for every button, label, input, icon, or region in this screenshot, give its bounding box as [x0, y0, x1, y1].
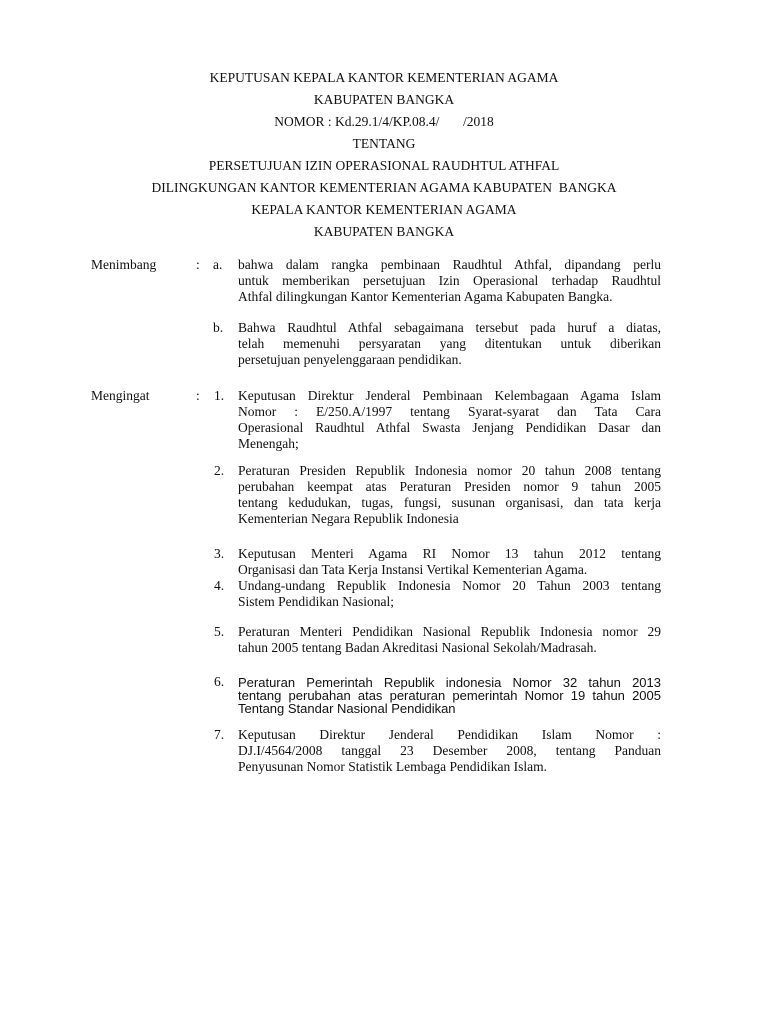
item-text-line: Penyusunan Nomor Statistik Lembaga Pendidikan Islam.: [238, 759, 547, 774]
header-line: PERSETUJUAN IZIN OPERASIONAL RAUDHTUL ATHFAL: [208, 158, 560, 173]
menimbang-label: Menimbang: [91, 257, 157, 272]
item-marker: 5.: [214, 624, 225, 639]
mengingat-item: [238, 727, 661, 775]
menimbang-item: [238, 257, 661, 305]
item-text-line: Keputusan Direktur Jenderal Pendidikan Islam Nomor :: [238, 727, 661, 742]
item-text-line: DJ.I/4564/2008 tanggal 23 Desember 2008, tentang Panduan: [238, 743, 661, 758]
item-text-line: Organisasi dan Tata Kerja Instansi Vertikal Kementerian Agama.: [238, 562, 588, 577]
item-text-line: Peraturan Menteri Pendidikan Nasional Republik Indonesia nomor 29: [238, 624, 661, 639]
item-text-line: Peraturan Pemerintah Republik indonesia Nomor 32 tahun 2013: [238, 675, 661, 690]
item-text-line: tahun 2005 tentang Badan Akreditasi Nasional Sekolah/Madrasah.: [238, 640, 597, 655]
item-text-line: perubahan keempat atas Peraturan Presiden nomor 9 tahun 2005: [238, 479, 661, 494]
mengingat-item: [238, 624, 661, 656]
mengingat-item: [238, 546, 661, 578]
item-marker: 4.: [214, 578, 225, 593]
mengingat-item: [238, 676, 661, 715]
mengingat-item: [238, 463, 661, 527]
item-marker: 1.: [214, 388, 225, 403]
item-text-line: Tentang Standar Nasional Pendidikan: [238, 701, 456, 716]
item-text-line: Sistem Pendidikan Nasional;: [238, 594, 394, 609]
header-line: DILINGKUNGAN KANTOR KEMENTERIAN AGAMA KABUPATEN BANGKA: [151, 180, 617, 195]
colon: :: [196, 257, 200, 272]
item-text-line: Undang-undang Republik Indonesia Nomor 20 Tahun 2003 tentang: [238, 578, 661, 593]
header-line: TENTANG: [352, 136, 416, 151]
item-text-line: telah memenuhi persyaratan yang ditentukan untuk diberikan: [238, 336, 661, 351]
mengingat-label: Mengingat: [91, 388, 150, 403]
item-text-line: Keputusan Direktur Jenderal Pembinaan Kelembagaan Agama Islam: [238, 388, 661, 403]
item-text-line: Keputusan Menteri Agama RI Nomor 13 tahun 2012 tentang: [238, 546, 661, 561]
item-text-line: tentang kedudukan, tugas, fungsi, susunan organisasi, dan tata kerja: [238, 495, 661, 510]
item-text-line: persetujuan penyelenggaraan pendidikan.: [238, 352, 462, 367]
item-text-line: Athfal dilingkungan Kantor Kementerian Agama Kabupaten Bangka.: [238, 289, 613, 304]
header-line: KEPALA KANTOR KEMENTERIAN AGAMA: [251, 202, 517, 217]
item-text-line: Bahwa Raudhtul Athfal sebagaimana tersebut pada huruf a diatas,: [238, 320, 661, 335]
item-marker: b.: [213, 320, 224, 335]
item-text-line: untuk memberikan persetujuan Izin Operasional terhadap Raudhtul: [238, 273, 661, 288]
item-marker: a.: [213, 257, 223, 272]
header-line: KEPUTUSAN KEPALA KANTOR KEMENTERIAN AGAMA: [209, 70, 559, 85]
header-line: KABUPATEN BANGKA: [313, 224, 455, 239]
item-text-line: bahwa dalam rangka pembinaan Raudhtul Athfal, dipandang perlu: [238, 257, 661, 272]
menimbang-item: [238, 320, 661, 368]
header-line: NOMOR : Kd.29.1/4/KP.08.4/ /2018: [274, 114, 494, 129]
item-marker: 6.: [214, 674, 225, 689]
colon: :: [196, 388, 200, 403]
item-text-line: Menengah;: [238, 436, 299, 451]
item-text-line: tentang perubahan atas peraturan pemerintah Nomor 19 tahun 2005: [238, 688, 661, 703]
item-text-line: Peraturan Presiden Republik Indonesia nomor 20 tahun 2008 tentang: [238, 463, 661, 478]
item-text-line: Kementerian Negara Republik Indonesia: [238, 511, 459, 526]
mengingat-item: [238, 578, 661, 610]
item-marker: 2.: [214, 463, 225, 478]
item-marker: 3.: [214, 546, 225, 561]
item-text-line: Operasional Raudhtul Athfal Swasta Jenjang Pendidikan Dasar dan: [238, 420, 661, 435]
header-line: KABUPATEN BANGKA: [313, 92, 455, 107]
mengingat-item: [238, 388, 661, 452]
item-text-line: Nomor : E/250.A/1997 tentang Syarat-syarat dan Tata Cara: [238, 404, 661, 419]
item-marker: 7.: [214, 727, 225, 742]
